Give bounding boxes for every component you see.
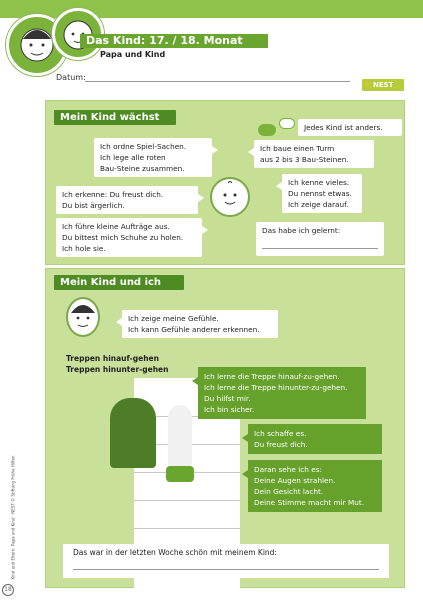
bubble-line: Ich hole sie. — [62, 244, 106, 253]
gelernt-label: Das habe ich gelernt: — [262, 226, 341, 235]
page-title: Das Kind: 17. / 18. Monat — [80, 34, 268, 48]
bubble-line: Deine Stimme macht mir Mut. — [254, 498, 365, 507]
baby-face-icon — [210, 177, 250, 217]
gelernt-line[interactable] — [262, 248, 378, 249]
bubble-line: Du bittest mich Schuhe zu holen. — [62, 233, 184, 242]
bubble-kenne — [282, 174, 362, 213]
bubble-turm — [254, 140, 374, 168]
nest-logo — [362, 79, 404, 91]
weekly-note-label: Das war in der letzten Woche schön mit meinem Kind: — [73, 548, 277, 557]
bubble-line: Ich erkenne: Du freust dich. — [62, 190, 164, 199]
bubble-line: Ich lege alle roten — [100, 153, 166, 162]
section-heading-kind-und-ich: Mein Kind und ich — [54, 275, 184, 290]
bubble-line: Ich kann Gefühle anderer erkennen. — [128, 325, 260, 334]
nest-brand-text: NEST — [373, 81, 394, 89]
page-marker: 18 — [2, 584, 14, 596]
page-subtitle: Papa und Kind — [100, 50, 166, 59]
bubble-line: Bau-Steine zusammen. — [100, 164, 185, 173]
bubble-line: Ich kenne vieles. — [288, 178, 350, 187]
caption-line: Treppen hinauf-gehen — [66, 354, 159, 363]
bubble-line: Ich baue einen Turm — [260, 144, 335, 153]
date-label: Datum: — [56, 73, 86, 82]
bubble-ordne — [94, 138, 212, 177]
caption-line: Treppen hinunter-gehen — [66, 365, 169, 374]
weekly-note-line[interactable] — [73, 569, 379, 570]
callout-text: Jedes Kind ist anders. — [304, 123, 383, 132]
bubble-erkenne — [56, 186, 198, 214]
bubble-line: Ich ordne Spiel-Sachen. — [100, 142, 187, 151]
baby-diaper — [166, 466, 194, 482]
bubble-line: Ich führe kleine Aufträge aus. — [62, 222, 170, 231]
side-credit-text: Kind und Eltern: Papa und Kind · NEST © Stiftung Frühe Hilfen — [10, 455, 16, 580]
green-bubble-treppe — [198, 367, 366, 419]
bubble-line: Du hilfst mir. — [204, 394, 251, 403]
section-heading-waechst: Mein Kind wächst — [54, 110, 176, 125]
father-figure — [110, 398, 156, 468]
bubble-line: Ich bin sicher. — [204, 405, 255, 414]
green-bubble-daran — [248, 460, 382, 512]
bubble-line: Daran sehe ich es: — [254, 465, 322, 474]
stairs-caption — [66, 353, 168, 375]
side-credit — [5, 395, 16, 585]
bubble-line: Du freust dich. — [254, 440, 308, 449]
date-input-line[interactable] — [85, 81, 350, 82]
speech-bubble-icon — [258, 124, 276, 136]
callout-jedes-kind — [298, 119, 402, 136]
bubble-line: Ich lerne die Treppe hinunter-zu-gehen. — [204, 383, 348, 392]
bubble-line: Ich zeige darauf. — [288, 200, 349, 209]
bubble-gefuehle — [122, 310, 278, 338]
bubble-auftraege — [56, 218, 202, 257]
bubble-line: Ich schaffe es. — [254, 429, 307, 438]
bubble-line: Ich zeige meine Gefühle. — [128, 314, 219, 323]
bubble-line: Du nennst etwas. — [288, 189, 352, 198]
father-face-icon — [66, 297, 100, 337]
nest-star-icon: ✦ — [364, 80, 371, 89]
green-bubble-schaffe — [248, 424, 382, 454]
bubble-line: Du bist ärgerlich. — [62, 201, 125, 210]
bubble-line: Dein Gesicht lacht. — [254, 487, 324, 496]
gelernt-box[interactable] — [256, 222, 384, 256]
bubble-line: Ich lerne die Treppe hinauf-zu-gehen. — [204, 372, 340, 381]
bubble-line: aus 2 bis 3 Bau-Steinen. — [260, 155, 349, 164]
weekly-note-box[interactable] — [63, 544, 389, 578]
speech-bubble-icon-2 — [279, 118, 295, 129]
bubble-line: Deine Augen strahlen. — [254, 476, 336, 485]
